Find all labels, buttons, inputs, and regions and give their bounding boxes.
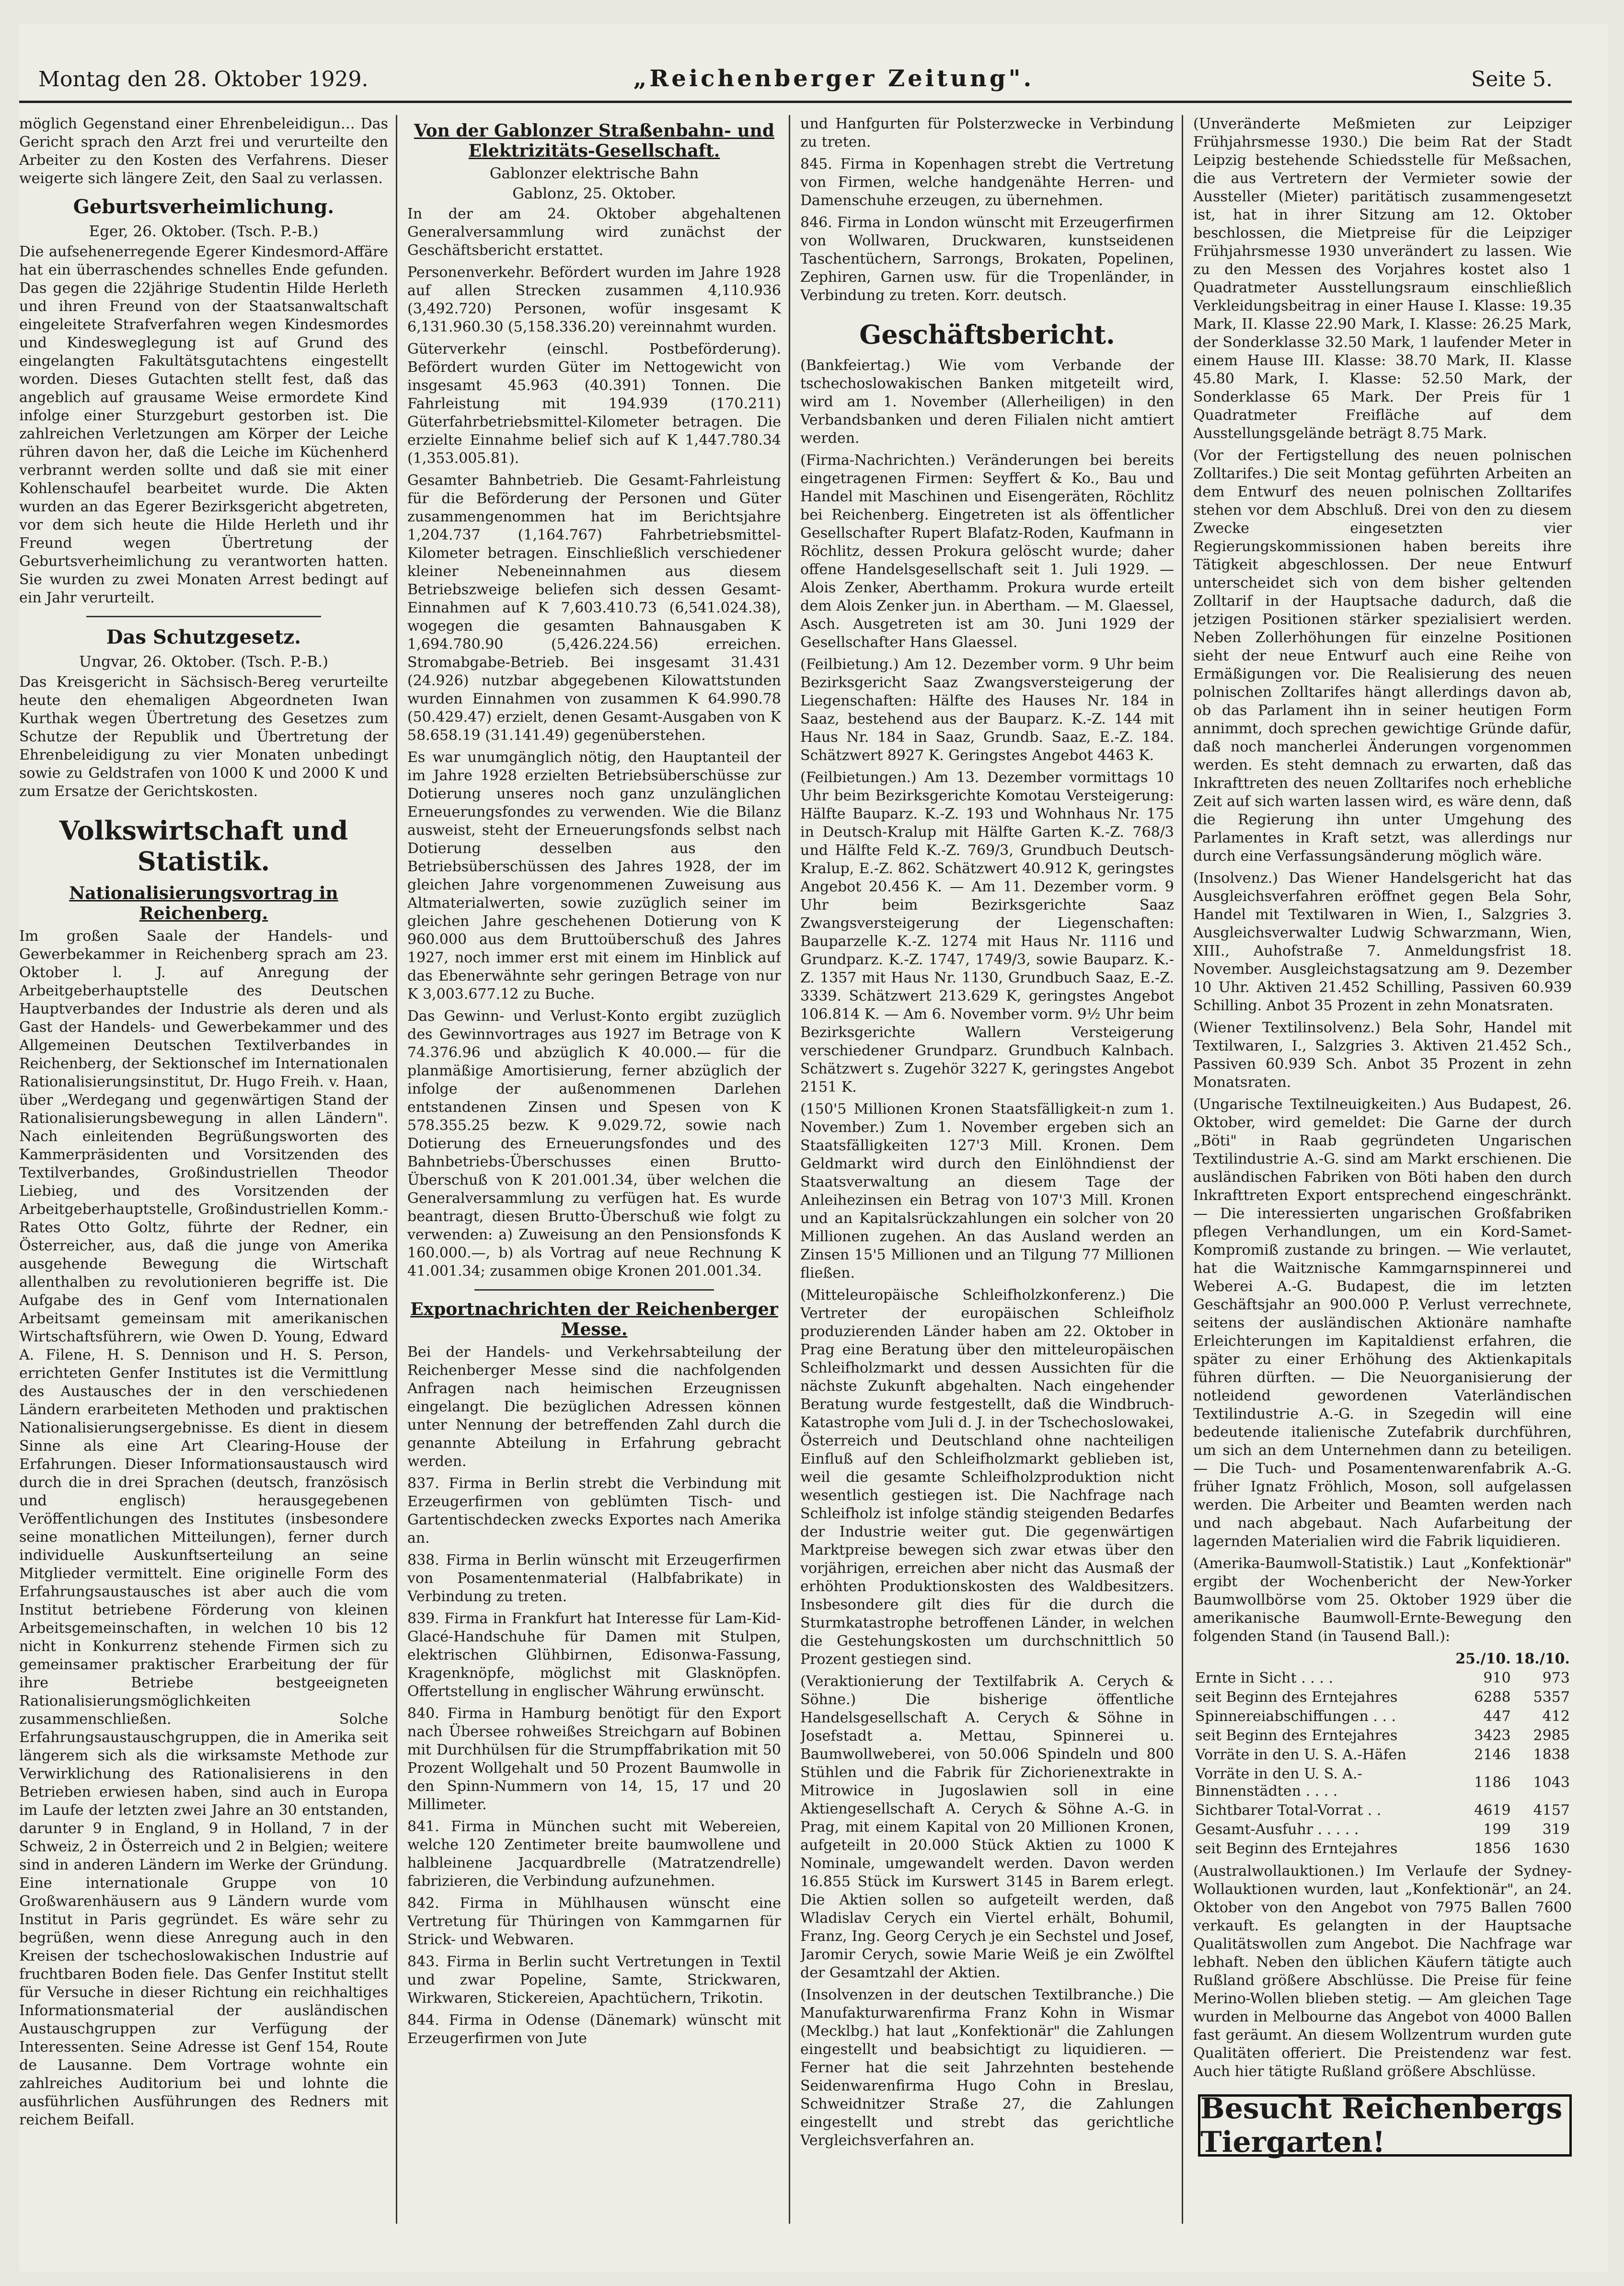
row-label: seit Beginn des Erntejahres — [1195, 1840, 1398, 1857]
business-item: (Feilbietung.) Am 12. Dezember vorm. 9 Uhr beim Bezirksgericht Saaz Zwangsversteigerung der Liegenschaften: Hälfte des Hauses Nr. 184 in Saaz, bestehend aus der Bauparz. K.-Z. 144 mit Haus Nr. 184 in Saaz, Grundb. Saaz, E.-Z. 184. Schätzwert 8927 K. Geringstes Angebot 4463 K. — [800, 656, 1174, 764]
notice-item: 843. Firma in Berlin sucht Vertretungen in Textil und zwar Popeline, Samte, Strickwaren, Wirkwaren, Stickereien, Apachtüchern, Trikotin. — [407, 1953, 781, 2007]
cell: 973 — [1542, 1670, 1570, 1686]
cell: 4157 — [1533, 1802, 1570, 1819]
section-heading: Volkswirtschaft und Statistik. — [59, 815, 348, 877]
row-label: Vorräte in den U. S. A.-Binnenstädten . . . . — [1195, 1766, 1362, 1800]
row-label: Spinnereiabschiffungen . . . — [1195, 1708, 1396, 1725]
notice-item: 844. Firma in Odense (Dänemark) wünscht mit Erzeugerfirmen von Jute — [407, 2012, 781, 2047]
zoo-advertisement — [1198, 2094, 1572, 2157]
table-header: 25./10. — [1455, 1651, 1511, 1667]
table-row — [1193, 1801, 1572, 1820]
business-item: (Feilbietungen.) Am 13. Dezember vormittags 10 Uhr beim Bezirksgerichte Komotau Versteigerung: Hälfte Bauparz. K.-Z. 193 und Wohnhaus Nr. 175 in Deutsch-Kralup mit Hälfte Garten K.-Z. 768/3 und Hälfte Feld K.-Z. 769/3, Grundbuch Deutsch-Kralup, E.-Z. 862. Schätzwert 40.912 K, geringstes Angebot 20.456 K. — Am 11. Dezember vorm. 9 Uhr beim Bezirksgerichte Saaz Zwangsversteigerung der Liegenschaften: Bauparzelle K.-Z. 1274 mit Haus Nr. 1116 und Grundparz. K.-Z. 1747, 1749/3, sowie Bauparz. K.-Z. 1357 mit Haus Nr. 1130, Grundbuch Saaz, E.-Z. 3339. Schätzwert 213.629 K, geringstes Angebot 106.814 K. — Am 6. November vorm. 9½ Uhr beim Bezirksgerichte Wallern Versteigerung verschiedener Grundparz. Grundbuch Kalnbach. Schätzwert s. Zugehör 3227 K, geringstes Angebot 2151 K. — [800, 769, 1174, 1096]
dateline: Eger, 26. Oktober. (Tsch. P.-B.) — [89, 223, 319, 240]
article-text: Das Kreisgericht in Sächsisch-Bereg verurteilte heute den ehemaligen Abgeordneten Iwan Kurthak wegen Übertretung des Gesetzes zum Schutze der Republik und Übertretung der Ehrenbeleidigung zu vier Monaten unbedingt sowie zu Geldstrafen von 1000 K und 2000 K und zum Ersatze der Gerichtskosten. — [19, 674, 388, 800]
business-item: (Insolvenzen in der deutschen Textilbranche.) Die Manufakturwarenfirma Franz Kohn in Wismar (Mecklbg.) hat laut „Konfektionär" die Zahlungen eingestellt und beabsichtigt zu liquidieren. — Ferner hat die seit Jahrzehnten bestehende Seidenwarenfirma Hugo Cohn in Breslau, Schweidnitzer Straße 27, die Zahlungen eingestellt und strebt das gerichtliche Vergleichsverfahren an. — [800, 1986, 1174, 2149]
table-row — [1193, 1839, 1572, 1859]
dateline: Gablonz, 25. Oktober. — [512, 185, 676, 202]
cell: 3423 — [1474, 1727, 1511, 1744]
business-item: (Mitteleuropäische Schleifholzkonferenz.) Die Vertreter der europäischen Schleifholz produzierenden Länder haben am 22. Oktober in Prag eine Beratung über den mitteleuropäischen Schleifholzmarkt und dessen Aussichten für die nächste Zukunft abgehalten. Nach eingehender Beratung wurde festgestellt, daß die Windbruch-Katastrophe vom Juli d. J. in der Tschechoslowakei, Österreich und Deutschland ohne nachteiligen Einfluß auf den Schleifholzmarkt geblieben ist, weil die gesamte Schleifholzproduktion nicht wesentlich gestiegen ist. Die Nachfrage nach Schleifholz ist infolge ständig steigenden Bedarfes der Industrie weiter gut. Die gegenwärtigen Marktpreise bewegen sich zwar etwas über den vorjährigen, erreichen aber nicht das Ausmaß der erhöhten Produktionskosten des Waldbesitzers. Insbesondere gilt dies für die durch die Sturmkatastrophe betroffenen Länder, in welchen die Gestehungskosten um durchschnittlich 50 Prozent gestiegen sind. — [800, 1287, 1174, 1668]
notice-item: 845. Firma in Kopenhagen strebt die Vertretung von Firmen, welche handgenähte Herren- und Damenschuhe erzeugen, zu übernehmen. — [800, 156, 1174, 209]
separator — [86, 616, 321, 617]
cell: 199 — [1483, 1821, 1511, 1838]
article-headline: Von der Gablonzer Straßenbahn- und Elektrizitäts-Gesellschaft. — [414, 121, 775, 161]
cell: 1838 — [1533, 1746, 1570, 1763]
article-text: möglich Gegenstand einer Ehrenbeleidigun… Das Gericht sprach den Arzt frei und verurteilte den Arbeiter zu den Kosten des Verfahrens. Dieser weigerte sich längere Zeit, den Saal zu verlassen. — [19, 115, 388, 187]
row-label: seit Beginn des Erntejahres — [1195, 1727, 1398, 1744]
column-1 — [19, 115, 388, 2238]
business-item: (Wiener Textilinsolvenz.) Bela Sohr, Handel mit Textilwaren, I., Salzgries 3. Aktiven 21.452 Sch., Passiven 60.939 Sch. Anbot 35 Prozent in zehn Monatsraten. — [1193, 1019, 1572, 1091]
article-headline: Nationalisierungsvortrag in Reichenberg. — [69, 883, 338, 924]
column-rule — [789, 115, 790, 2224]
table-header: 18./10. — [1514, 1651, 1570, 1667]
article-headline: Geburtsverheimlichung. — [73, 196, 334, 218]
article-text: In der am 24. Oktober abgehaltenen Generalversammlung wird zunächst der Geschäftsbericht erstattet. — [407, 206, 781, 259]
row-label: Vorräte in den U. S. A.-Häfen — [1195, 1746, 1406, 1763]
newspaper-title: „Reichenberger Zeitung". — [633, 65, 1035, 92]
article-text: Güterverkehr (einschl. Postbeförderung). Befördert wurden Güter im Nettogewicht von insgesamt 45.963 (40.391) Tonnen. Die Fahrleistung mit 194.939 (170.211) Güterfahrbetriebsmittel-Kilometer betragen. Die erzielte Einnahme belief sich auf K 1,447.780.34 (1,353.005.81). — [407, 341, 781, 467]
column-2 — [407, 115, 781, 2238]
table-row — [1193, 1688, 1572, 1707]
table-row — [1193, 1765, 1572, 1801]
article-text: Die aufsehenerregende Egerer Kindesmord-Affäre hat ein überraschendes schnelles Ende gefunden. Das gegen die 22jährige Studentin Hilde Herleth und ihren Freund von der Staatsanwaltschaft eingeleitete Strafverfahren wegen Kindesmordes und Kindesweglegung ist auf Grund des eingelangten Fakultätsgutachtens eingestellt worden. Dieses Gutachten stellt fest, daß das angeblich auf grausame Weise ermordete Kind infolge einer Sturzgeburt gestorben ist. Die zahlreichen Verletzungen am Körper der Leiche rühren davon her, daß die Leiche im Küchenherd verbrannt werden sollte und daß sie mit einer Kohlenschaufel bearbeitet wurde. Die Akten wurden an das Egerer Bezirksgericht abgetreten, vor dem sich heute die Hilde Herleth und ihr Freund wegen Übertretung der Geburtsverheimlichung zu verantworten hatten. Sie wurden zu zwei Monaten Arrest bedingt auf ein Jahr verurteilt. — [19, 243, 388, 606]
issue-date: Montag den 28. Oktober 1929. — [38, 67, 369, 92]
notice-item: 841. Firma in München sucht mit Webereien, welche 120 Zentimeter breite baumwollene und halbleinene Jacquardbrelle (Matratzendrelle) fabrizieren, die Verbindung aufzunehmen. — [407, 1818, 781, 1890]
table-row — [1193, 1745, 1572, 1765]
article-headline: Exportnachrichten der Reichenberger Messe. — [410, 1299, 778, 1339]
row-label: Gesamt-Ausfuhr . . . . . — [1195, 1821, 1359, 1838]
subheading: Gablonzer elektrische Bahn — [489, 165, 699, 182]
cell: 4619 — [1474, 1802, 1511, 1819]
cell: 1856 — [1474, 1840, 1511, 1857]
article-text: Personenverkehr. Befördert wurden im Jahre 1928 auf allen Strecken zusammen 4,110.936 (3,492.720) Personen, wofür insgesamt K 6,131.960.30 (5,158.336.20) vereinnahmt wurden. — [407, 264, 781, 335]
table-row — [1193, 1707, 1572, 1726]
cell: 2146 — [1474, 1746, 1511, 1763]
article-text: Bei der Handels- und Verkehrsabteilung der Reichenberger Messe sind die nachfolgenden Anfragen nach heimischen Erzeugnissen eingelangt. Die bezüglichen Adressen können unter Nennung der betreffenden Zahl durch die genannte Abteilung in Erfahrung gebracht werden. — [407, 1344, 781, 1470]
cell: 6288 — [1474, 1689, 1511, 1706]
table-header-row — [1193, 1650, 1572, 1669]
cell: 412 — [1542, 1708, 1570, 1725]
business-item: (Insolvenz.) Das Wiener Handelsgericht hat das Ausgleichsverfahren eröffnet gegen Bela Sohr, Handel mit Textilwaren in Wien, I., Salzgries 3. Ausgleichsverwalter Ludwig Schwarzmann, Wien, XIII., Auhofstraße 7. Anmeldungsfrist 18. November. Ausgleichstagsatzung am 9. Dezember 10 Uhr. Aktiven 21.452 Schilling, Passiven 60.939 Schilling. Anbot 35 Prozent in zehn Monatsraten. — [1193, 870, 1572, 1014]
cell: 447 — [1483, 1708, 1511, 1725]
row-label: Sichtbarer Total-Vorrat . . — [1195, 1802, 1382, 1819]
business-item: (Unveränderte Meßmieten zur Leipziger Frühjahrsmesse 1930.) Die beim Rat der Stadt Leipzig bestehende Schiedsstelle für Meßsachen, die aus Vertretern der Vermieter sowie der Aussteller (Mieter) paritätisch zusammengesetzt ist, hat in ihrer Sitzung am 12. Oktober beschlossen, die Mietpreise für die Leipziger Frühjahrsmesse 1930 unverändert zu lassen. Wie zu den Messen des Vorjahres kostet also 1 Quadratmeter Ausstellungsraum einschließlich Verkleidungsbeitrag in einer Hause I. Klasse: 19.35 Mark, II. Klasse 22.90 Mark, I. Klasse: 26.25 Mark, der Sonderklasse 32.50 Mark, 1 laufender Meter in einem Hause III. Klasse: 38.70 Mark, II. Klasse 45.80 Mark, I. Klasse: 52.50 Mark, der Sonderklasse 65 Mark. Der Preis für 1 Quadratmeter Freifläche auf dem Ausstellungsgelände beträgt 8.75 Mark. — [1193, 115, 1572, 442]
notice-item: 838. Firma in Berlin wünscht mit Erzeugerfirmen von Posamentenmaterial (Halbfabrikate) in Verbindung zu treten. — [407, 1552, 781, 1605]
table-row — [1193, 1820, 1572, 1839]
column-rule — [396, 115, 397, 2224]
page-number: Seite 5. — [1471, 67, 1553, 92]
business-item: (Bankfeiertag.) Wie vom Verbande der tschechoslowakischen Banken mitgeteilt wird, wird am 1. November (Allerheiligen) in den Verbandsbanken und deren Filialen nicht amtiert werden. — [800, 357, 1174, 447]
cell: 1186 — [1474, 1774, 1511, 1791]
table-row — [1193, 1726, 1572, 1745]
row-label: Ernte in Sicht . . . . — [1195, 1670, 1333, 1686]
section-heading: Geschäftsbericht. — [859, 319, 1115, 350]
column-4 — [1193, 115, 1572, 2238]
cell: 2985 — [1533, 1727, 1570, 1744]
masthead — [19, 62, 1572, 103]
notice-item: 846. Firma in London wünscht mit Erzeugerfirmen von Wollwaren, Druckwaren, kunstseidenen Taschentüchern, Sarrongs, Brokaten, Popelinen, Zephiren, Garnen usw. für die Tropenländer, in Verbindung zu treten. Korr. deutsch. — [800, 214, 1174, 304]
cell: 5357 — [1533, 1689, 1570, 1706]
cotton-statistics-table — [1193, 1650, 1572, 1859]
table-row — [1193, 1669, 1572, 1688]
cell: 319 — [1542, 1821, 1570, 1838]
row-label: seit Beginn des Erntejahres — [1195, 1689, 1398, 1706]
notice-item: 840. Firma in Hamburg benötigt für den Export nach Übersee rohweißes Streichgarn auf Bobinen mit Durchhülsen für die Strumpffabrikation mit 50 Prozent Wollgehalt und 50 Prozent Baumwolle in den Spinn-Nummern von 14, 15, 17 und 20 Millimeter. — [407, 1705, 781, 1813]
article-text: Im großen Saale der Handels- und Gewerbekammer in Reichenberg sprach am 23. Oktober l. J. auf Anregung der Arbeitgeberhauptstelle des Deutschen Hauptverbandes der Industrie als deren und als Gast der Handels- und Gewerbekammer und des Allgemeinen Deutschen Textilverbandes in Reichenberg, der Sektionschef im Internationalen Rationalisierungsinstitut, Dr. Hugo Freih. v. Haan, über „Werdegang und gegenwärtigen Stand der Rationalisierungsbewegung in allen Ländern". Nach einleitenden Begrüßungsworten des Kammerpräsidenten und Vorsitzenden des Textilverbandes, Großindustriellen Theodor Liebieg, und des Vorsitzenden der Arbeitgeberhauptstelle, Großindustriellen Komm.-Rates Otto Goltz, führte der Redner, ein Österreicher, aus, daß die junge von Amerika ausgehende Bewegung die Wirtschaft allenthalben zu revolutionieren begriffe ist. Die Aufgabe des in Genf vom Internationalen Arbeitsamt gemeinsam mit amerikanischen Wirtschaftsführern, wie Owen D. Young, Edward A. Filene, H. S. Dennison und H. S. Person, errichteten Genfer Institutes ist die Vermittlung des Austausches der in den verschiedenen Ländern erarbeiteten Methoden und praktischen Nationalisierungsergebnisse. Es dient in diesem Sinne als eine Art Clearing-House der Erfahrungen. Dieser Informationsaustausch wird durch die in drei Sprachen (deutsch, französisch und englisch) herausgegebenen Veröffentlichungen des Institutes (insbesondere seine monatlichen Mitteilungen), ferner durch individuelle Auskunftserteilung an seine Mitglieder vermittelt. Eine originelle Form des Erfahrungsaustausches ist aber auch die vom Institut betriebene Förderung von kleinen Arbeitsgemeinschaften, in welchen 10 bis 12 nicht in Konkurrenz stehende Firmen sich zu gemeinsamer praktischer Erarbeitung der für ihre Betriebe bestgeeigneten Rationalisierungsmöglichkeiten zusammenschließen. Solche Erfahrungsaustauschgruppen, die in Amerika seit längerem sich als die wirksamste Methode zur Verwirklichung des Rationalisierens in den Betrieben erwiesen haben, sind auch in Europa im Laufe der letzten zwei Jahre an 30 entstanden, darunter 9 in England, 9 in Holland, 7 in der Schweiz, 2 in Österreich und 2 in Belgien; weitere sind in anderen Ländern im Werke der Gründung. Eine internationale Gruppe von 10 Großwarenhäusern aus 9 Ländern wurde vom Institut in Paris gegründet. Es wäre sehr zu begrüßen, wenn diese Anregung auch in den Kreisen der tschechoslowakischen Industrie auf fruchtbaren Boden fiele. Das Genfer Institut stellt für Versuche in dieser Richtung ein reichhaltiges Informationsmaterial der ausländischen Austauschgruppen zur Verfügung der Interessenten. Seine Adresse ist Genf 154, Route de Lausanne. Dem Vortrage wohnte ein zahlreiches Auditorium bei und lohnte die ausführlichen Ausführungen des Redners mit reichem Beifall. — [19, 928, 388, 2128]
business-item: (Firma-Nachrichten.) Veränderungen bei bereits eingetragenen Firmen: Seyffert & Ko., Bau und Handel mit Maschinen und Eisengeräten, Röchlitz bei Reichenberg. Eingetreten ist als öffentlicher Gesellschafter Rupert Blafatz-Roden, Kaufmann in Röchlitz, dessen Prokura gelöscht wurde; daher offene Handelsgesellschaft seit 1. Juli 1929. — Alois Zenker, Aberthamm. Prokura wurde erteilt dem Alois Zenker jun. in Abertham. — M. Glaessel, Asch. Ausgetreten ist am 30. Juni 1929 der Gesellschafter Hans Glaessel. — [800, 452, 1174, 651]
column-rule — [1182, 115, 1183, 2224]
notice-item: 839. Firma in Frankfurt hat Interesse für Lam-Kid-Glacé-Handschuhe für Damen mit Stulpen, elektrischen Glühbirnen, Edisonwa-Fassung, Kragenknöpfe, möglichst mit Glasknöpfen. Offertstellung in englischer Währung erwünscht. — [407, 1610, 781, 1700]
article-headline: Das Schutzgesetz. — [106, 626, 301, 648]
article-text: Es war unumgänglich nötig, den Hauptanteil der im Jahre 1928 erzielten Betriebsüberschüsse zur Dotierung unseres noch ganz unzulänglichen Erneuerungsfondes zu verwenden. Wie die Bilanz ausweist, steht der Erneuerungsfonds selbst nach Dotierung desselben aus den Betriebsüberschüssen des Jahres 1928, der im gleichen Jahre vorgenommenen Zuweisung aus Altmaterialwerten, sowie zuzüglich seiner im gleichen Jahre geschehenen Dotierung von K 960.000 aus dem Bruttoüberschuß des Jahres 1927, noch immer erst mit einem im Hinblick auf das Ebenerwähnte sehr geringen Betrage von nur K 3,003.677.12 zu Buche. — [407, 749, 781, 1003]
notice-item: 837. Firma in Berlin strebt die Verbindung mit Erzeugerfirmen von geblümten Tisch- und Gartentischdecken zwecks Exportes nach Amerika an. — [407, 1475, 781, 1547]
column-3 — [800, 115, 1174, 2238]
cell: 1043 — [1533, 1774, 1570, 1791]
cell: 1630 — [1533, 1840, 1570, 1857]
business-item: (150'5 Millionen Kronen Staatsfälligkeit-n zum 1. November.) Zum 1. November ergeben sich an Staatsfälligkeiten 127'3 Mill. Kronen. Dem Geldmarkt wird durch den Einlöhndienst der Staatsverwaltung an diesem Tage der Anleihezinsen ein Betrag von 107'3 Mill. Kronen und an Kapitalsrückzahlungen ein solcher von 20 Millionen zugehen. An das Ausland werden an Zinsen 15'5 Millionen und an Tilgung 77 Millionen fließen. — [800, 1101, 1174, 1282]
article-text: Gesamter Bahnbetrieb. Die Gesamt-Fahrleistung für die Beförderung der Personen und Güter zusammengenommen hat im Berichtsjahre 1,204.737 (1,164.767) Fahrbetriebsmittel-Kilometer betragen. Einschließlich verschiedener kleiner Nebeneinnahmen aus diesem Betriebszweige beliefen sich dessen Gesamt-Einnahmen auf K 7,603.410.73 (6,541.024.38), wogegen die gesamten Bahnausgaben K 1,694.780.90 (5,426.224.56) erreichen. Stromabgabe-Betrieb. Bei insgesamt 31.431 (24.926) nutzbar abgegebenen Kilowattstunden wurden Einnahmen von zusammen K 64.990.78 (50.429.47) erzielt, denen Gesamt-Ausgaben von K 58.658.19 (31.141.49) gegenüberstehen. — [407, 472, 781, 744]
business-item: (Amerika-Baumwoll-Statistik.) Laut „Konfektionär" ergibt der Wochenbericht der New-Yorker Baumwollbörse vom 25. Oktober 1929 über die amerikanische Baumwoll-Ernte-Bewegung den folgenden Stand (in Tausend Ball.): — [1193, 1555, 1572, 1645]
business-item: (Australwollauktionen.) Im Verlaufe der Sydney-Wollauktionen wurden, laut „Konfektionär", an 24. Oktober von den Angebot von 7975 Ballen 7600 verkauft. Es gelangten in der Hauptsache Qualitätswollen zum Angebot. Die Nachfrage war lebhaft. Neben den üblichen Käufern tätigte auch Rußland größere Abschlüsse. Die Preise für feine Merino-Wollen blieben stetig. — Am gleichen Tage wurden in Melbourne das Angebot von 4000 Ballen fast geräumt. An diesem Wollzentrum wurden gute Qualitäten offeriert. Die Preistendenz war fest. Auch hier tätigte Rußland größere Abschlüsse. — [1193, 1863, 1572, 2080]
business-item: (Ungarische Textilneuigkeiten.) Aus Budapest, 26. Oktober, wird gemeldet: Die Garne der durch „Böti" in Raab gegründeten Ungarischen Textilindustrie A.-G. sind am Markt erschienen. Die ausländischen Fabriken von Böti haben den durch Inkrafttreten Export entsprechend eingeschränkt. — Die interessierten ungarischen Großfabriken pflegen Verhandlungen, um ein Kord-Samet-Kompromiß zustande zu bringen. — Wie verlautet, hat die Waitznische Kammgarnspinnerei und Weberei A.-G. Budapest, die im letzten Geschäftsjahr an 900.000 P. Verlust verrechnete, seitens der ausländischen Aktionäre namhafte Erleichterungen im Kapitaldienst erfahren, die später zu einer Erhöhung des Aktienkapitals führen dürften. — Die Neuorganisierung der notleidend gewordenen Vaterländischen Textilindustrie A.-G. in Szegedin will eine bedeutende italienische Zutefabrik durchführen, um sich an dem Unternehmen dann zu beteiligen. — Die Tuch- und Posamentenwarenfabrik A.-G. früher Ignatz Fröhlich, Moson, soll aufgelassen werden. Die Arbeiter und Beamten werden nach und nach abgebaut. Nach Aufarbeitung der lagernden Materialien wird die Fabrik liquidieren. — [1193, 1096, 1572, 1550]
business-item: (Vor der Fertigstellung des neuen polnischen Zolltarifes.) Die seit Montag geführten Arbeiten an dem Entwurf des neuen polnischen Zolltarifes stehen vor dem Abschluß. Drei von den zu diesem Zwecke eingesetzten vier Regierungskommissionen haben bereits ihre Tätigkeit abgeschlossen. Der neue Entwurf unterscheidet sich von dem bisher geltenden Zolltarif in der Hauptsache dadurch, daß die jetzigen Positionen stärker spezialisiert werden. Neben Zollerhöhungen für einzelne Positionen sieht der neue Entwurf auch eine Reihe von Ermäßigungen vor. Die Realisierung des neuen polnischen Zolltarifes hängt allerdings davon ab, ob das Parlament ihn in seiner heutigen Form annimmt, doch sprechen gewichtige Gründe dafür, daß noch mancherlei Änderungen vorgenommen werden. Es steht demnach zu erwarten, daß das Inkrafttreten des neuen Zolltarifes noch erhebliche Zeit auf sich warten lassen wird, es wäre denn, daß die Regierung ihn unter Umgehung des Parlamentes in Kraft setzt, was allerdings nur durch eine Verfassungsänderung möglich wäre. — [1193, 447, 1572, 865]
dateline: Ungvar, 26. Oktober. (Tsch. P.-B.) — [79, 653, 328, 670]
notice-item: und Hanfgurten für Polsterzwecke in Verbindung zu treten. — [800, 115, 1174, 150]
cell: 910 — [1483, 1670, 1511, 1686]
article-text: Das Gewinn- und Verlust-Konto ergibt zuzüglich des Gewinnvortrages aus 1927 im Betrage von K 74.376.96 und abzüglich K 40.000.— für die planmäßige Amortisierung, ferner abzüglich der infolge der außenommenen Darlehen entstandenen Zinsen und Spesen von K 578.355.25 bezw. K 9.029.72, sowie nach Dotierung des Erneuerungsfondes und des Bahnbetriebs-Überschusses einen Brutto-Überschuß von K 201.001.34, über welchen die Generalversammlung zu verfügen hat. Es wurde beantragt, diesen Brutto-Überschuß wie folgt zu verwenden: a) Zuweisung an den Pensionsfonds K 160.000.—, b) als Vortrag auf neue Rechnung K 41.001.34; zusammen obige Kronen 201.001.34. — [407, 1008, 781, 1280]
advertisement-text: Besucht Reichenbergs Tiergarten! — [1200, 2092, 1563, 2159]
separator — [474, 1289, 714, 1291]
notice-item: 842. Firma in Mühlhausen wünscht eine Vertretung für Thüringen von Kammgarnen für Strick- und Webwaren. — [407, 1895, 781, 1948]
business-item: (Veraktionierung der Textilfabrik A. Cerych & Söhne.) Die bisherige öffentliche Handelsgesellschaft A. Cerych & Söhne in Josefstadt a. Mettau, Spinnerei u. Baumwollweberei, von 50.006 Spindeln und 800 Stühlen und die Fabrik für Zichorienextrakte in Mitrowice in Jugoslawien soll in eine Aktiengesellschaft A. Cerych & Söhne A.-G. in Prag, mit einem Kapital von 20 Millionen Kronen, aufgeteilt in 20.000 Stück Aktien zu 1000 K Nominale, umgewandelt werden. Davon werden 16.855 Stück im Kurswert 3145 in Barem erlegt. Die Aktien sollen so aufgeteilt werden, daß Wladislav Cerych ein Viertel erhält, Bohumil, Franz, Ing. Georg Cerych je ein Sechstel und Josef, Jaromir Cerych, sowie Marie Weiß je ein Zwölftel der Gesamtzahl der Aktien. — [800, 1673, 1174, 1981]
